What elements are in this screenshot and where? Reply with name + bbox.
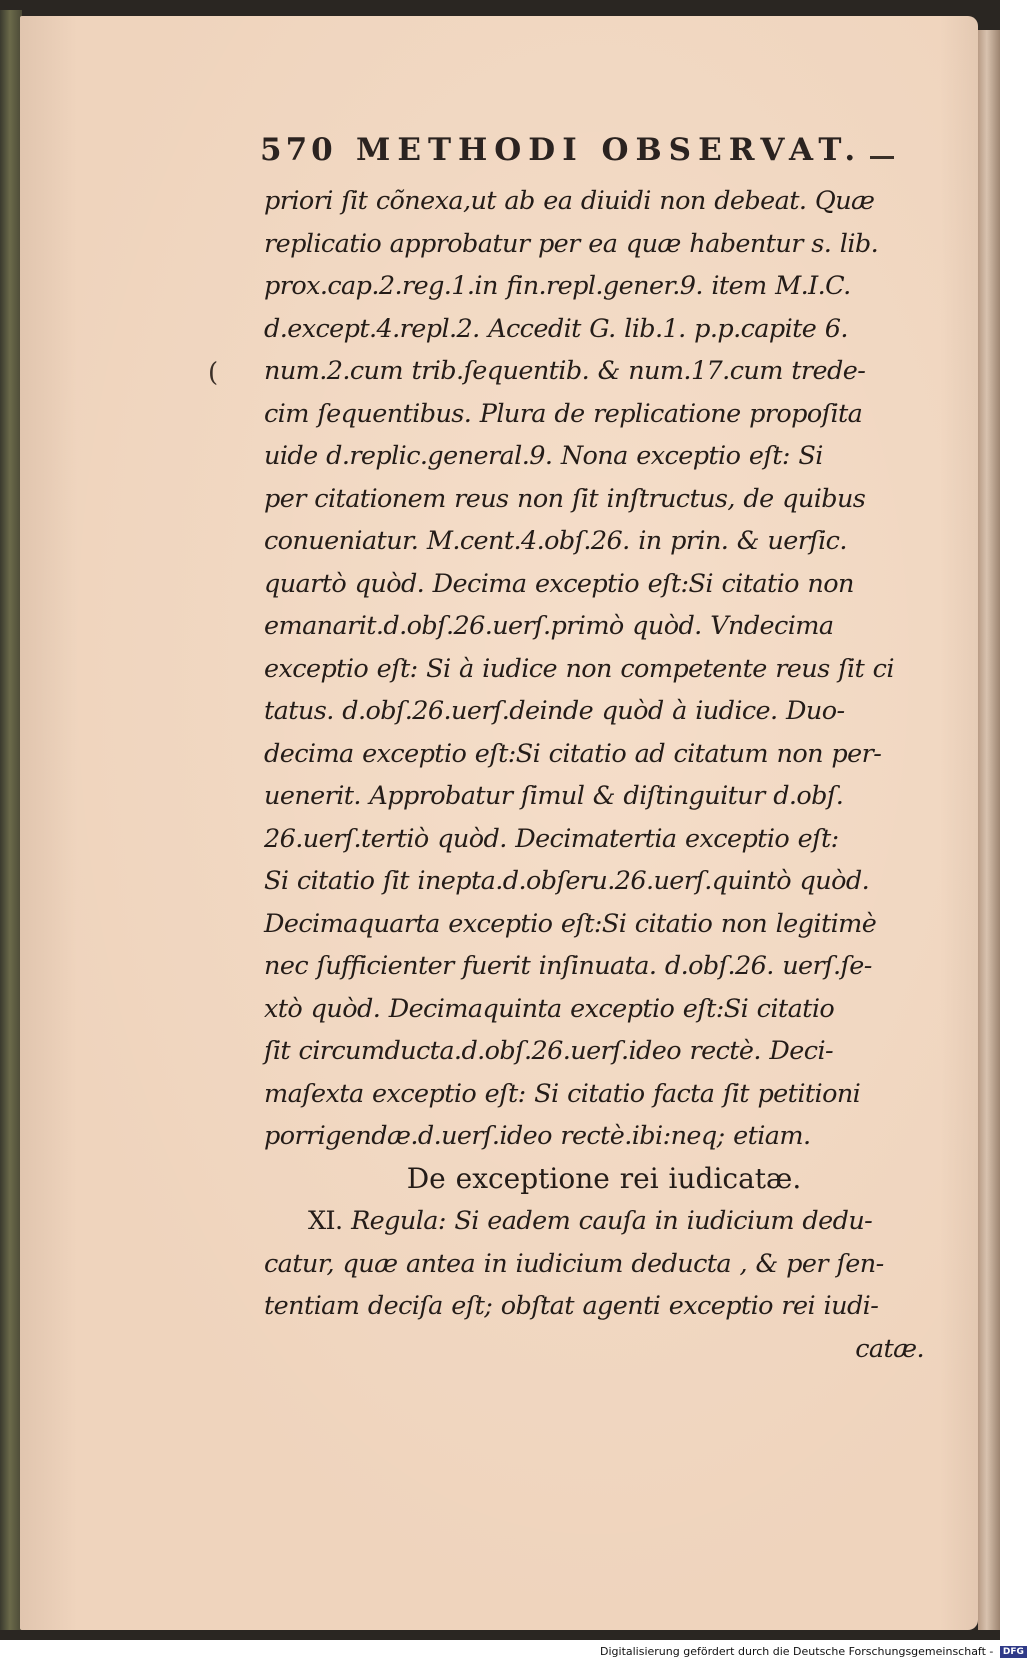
text-line: quartò quòd. Decima exceptio eſt:Si citatio non: [264, 568, 854, 599]
text-line: emanarit.d.obſ.26.uerſ.primò quòd. Vndecima: [264, 611, 834, 641]
text-line: conueniatur. M.cent.4.obſ.26. in prin. & uerſic.: [264, 526, 847, 556]
page-header: [260, 132, 900, 176]
text-line: per citationem reus non ſit inſtructus, de quibus: [264, 483, 866, 514]
book-spine: [0, 10, 22, 1630]
rule-first-line: [264, 1200, 924, 1243]
text-line: d.except.4.repl.2. Accedit G. lib.1. p.p.capite 6.: [264, 313, 848, 344]
text-line: prox.cap.2.reg.1.in fin.repl.gener.9. item M.I.C.: [264, 271, 851, 301]
text-line: Si citatio ſit inepta.d.obſeru.26.uerſ.quintò quòd.: [264, 866, 870, 896]
text-line: catæ.: [855, 1333, 924, 1364]
rule-text: Regula: Si eadem cauſa in iudicium dedu-: [351, 1206, 873, 1236]
page-number: 570: [260, 132, 337, 168]
text-line: num.2.cum trib.ſequentib. & num.17.cum trede-: [264, 356, 866, 386]
section-heading: De exceptione rei iudicatæ.: [406, 1161, 802, 1195]
text-line: tatus. d.obſ.26.uerſ.deinde quòd à iudice. Duo-: [264, 696, 845, 726]
body-text: [264, 180, 924, 1370]
digitization-credit: [600, 1645, 1024, 1661]
text-line: tentiam deciſa eſt; obſtat agenti exceptio rei iudi-: [264, 1291, 879, 1321]
text-line: 26.uerſ.tertiò quòd. Decimatertia exceptio eſt:: [264, 823, 839, 854]
credit-text: Digitalisierung gefördert durch die Deutsche Forschungsgemeinschaft -: [600, 1645, 994, 1658]
text-line: xtò quòd. Decimaquinta exceptio eſt:Si citatio: [264, 993, 835, 1024]
text-line: uide d.replic.general.9. Nona exceptio eſt: Si: [264, 441, 823, 471]
text-line: uenerit. Approbatur ſimul & diſtinguitur d.obſ.: [264, 781, 844, 811]
text-line: replicatio approbatur per ea quæ habentur s. lib.: [264, 228, 879, 259]
margin-mark: (: [208, 358, 219, 388]
text-line: nec ſufficienter fuerit inſinuata. d.obſ.26. uerſ.ſe-: [264, 951, 872, 981]
text-line: priori ſit cõnexa,ut ab ea diuidi non debeat. Quæ: [264, 186, 875, 216]
dfg-logo: DFG: [1000, 1646, 1027, 1658]
text-line: porrigendæ.d.uerſ.ideo rectè.ibi:neq; etiam.: [264, 1121, 811, 1151]
text-line: Decimaquarta exceptio eſt:Si citatio non legitimè: [264, 908, 877, 939]
text-line: decima exceptio eſt:Si citatio ad citatum non per-: [264, 738, 882, 769]
header-rule: [870, 156, 894, 159]
text-line: cim ſequentibus. Plura de replicatione propoſita: [264, 398, 863, 429]
text-line: ſit circumducta.d.obſ.26.uerſ.ideo rectè. Deci-: [264, 1036, 834, 1066]
text-line: catur, quæ antea in iudicium deducta , & per ſen-: [264, 1248, 884, 1279]
running-title: METHODI OBSERVAT.: [356, 132, 863, 168]
text-line: exceptio eſt: Si à iudice non competente reus ſit ci: [264, 653, 894, 684]
rule-number: XI.: [308, 1206, 343, 1236]
text-line: maſexta exceptio eſt: Si citatio facta ſit petitioni: [264, 1078, 861, 1109]
page-edge: [978, 30, 1000, 1630]
